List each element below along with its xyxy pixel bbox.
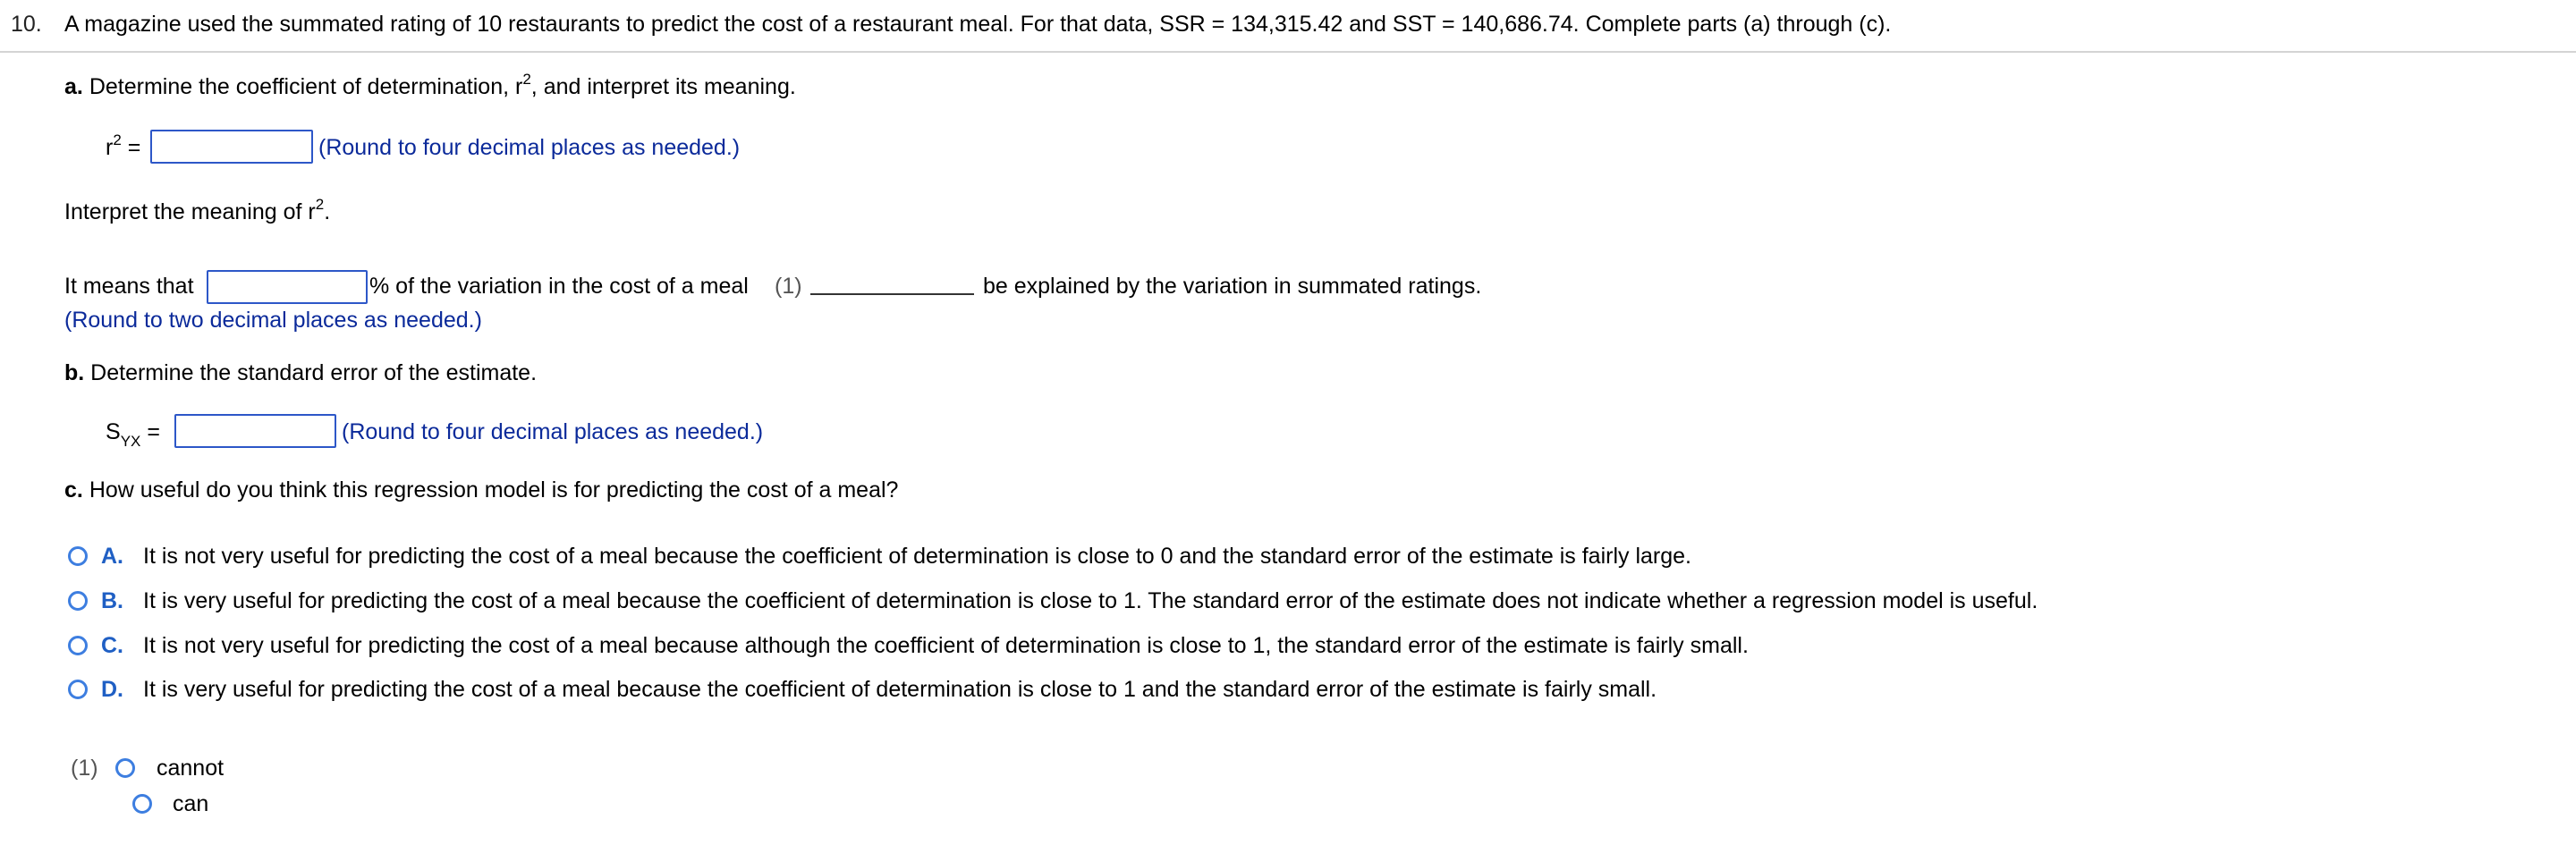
r2-input[interactable] — [150, 130, 313, 164]
sentence-middle: % of the variation in the cost of a meal — [369, 274, 749, 299]
option-a-radio[interactable] — [68, 546, 88, 566]
option-b-radio[interactable] — [68, 591, 88, 611]
part-a-prompt-sup: 2 — [522, 71, 531, 88]
r2-label — [106, 131, 141, 164]
option-d-radio[interactable] — [68, 680, 88, 699]
interpret-prompt-after: . — [324, 199, 331, 224]
question-stem: A magazine used the summated rating of 10 restaurants to predict the cost of a restaurant meal. For that data, SSR = 134,315.42 and SST = 140,686.74. Complete parts (a) through (c). — [64, 12, 1892, 37]
part-b-prompt-text: Determine the standard error of the estimate. — [90, 360, 538, 385]
option-d-text[interactable]: It is very useful for predicting the cost of a meal because the coefficient of determination is close to 1 and the standard error of the estimate is fairly small. — [143, 677, 1657, 702]
choice-cannot-label[interactable]: cannot — [157, 756, 225, 781]
r2-hint: (Round to four decimal places as needed.) — [318, 135, 741, 160]
interpret-prompt-sup: 2 — [315, 196, 325, 213]
sentence-end: be explained by the variation in summated ratings. — [983, 274, 1482, 299]
option-c-radio[interactable] — [68, 636, 88, 655]
dropdown-tag-1: (1) — [775, 274, 802, 299]
syx-hint: (Round to four decimal places as needed.) — [342, 419, 764, 444]
r2-label-r: r — [106, 135, 114, 160]
syx-label-sub: YX — [120, 433, 141, 450]
sentence-start: It means that — [64, 274, 194, 299]
choice-can-label[interactable]: can — [173, 791, 209, 816]
header-divider — [0, 51, 2576, 53]
option-d-letter[interactable]: D. — [101, 677, 123, 702]
part-c-prompt — [64, 477, 898, 503]
option-b-letter[interactable]: B. — [101, 588, 123, 613]
part-c-prefix: c. — [64, 477, 83, 503]
option-b-text[interactable]: It is very useful for predicting the cost of a meal because the coefficient of determination is close to 1. The standard error of the estimate does not indicate whether a regression model is useful. — [143, 588, 2038, 613]
part-b-prefix: b. — [64, 360, 85, 385]
option-c-letter[interactable]: C. — [101, 633, 123, 658]
choice-list-tag: (1) — [71, 756, 98, 781]
r2-label-sup: 2 — [113, 131, 122, 148]
dropdown-blank-1[interactable] — [810, 293, 974, 295]
part-a-prompt-text: Determine the coefficient of determination, r — [89, 74, 523, 99]
percent-input[interactable] — [207, 270, 368, 304]
interpret-prompt-text: Interpret the meaning of r — [64, 199, 316, 224]
r2-equals: = — [127, 135, 141, 160]
choice-cannot-radio[interactable] — [115, 758, 135, 778]
syx-label — [106, 418, 160, 448]
option-a-letter[interactable]: A. — [101, 544, 123, 569]
question-number: 10. — [11, 12, 42, 37]
syx-input[interactable] — [174, 414, 336, 448]
interpret-prompt — [64, 198, 330, 228]
choice-can-radio[interactable] — [132, 794, 152, 814]
option-c-text[interactable]: It is not very useful for predicting the cost of a meal because although the coefficient of determination is close to 1, the standard error of the estimate is fairly small. — [143, 633, 1749, 658]
part-b-prompt — [64, 359, 537, 386]
part-a-prompt-after: , and interpret its meaning. — [530, 74, 796, 99]
part-a-prompt — [64, 73, 796, 103]
part-c-prompt-text: How useful do you think this regression model is for predicting the cost of a meal? — [89, 477, 899, 503]
percent-hint: (Round to two decimal places as needed.) — [64, 308, 482, 333]
syx-label-s: S — [106, 419, 121, 444]
syx-equals: = — [147, 419, 160, 444]
part-a-prefix: a. — [64, 74, 83, 99]
option-a-text[interactable]: It is not very useful for predicting the cost of a meal because the coefficient of determination is close to 0 and the standard error of the estimate is fairly large. — [143, 544, 1692, 569]
